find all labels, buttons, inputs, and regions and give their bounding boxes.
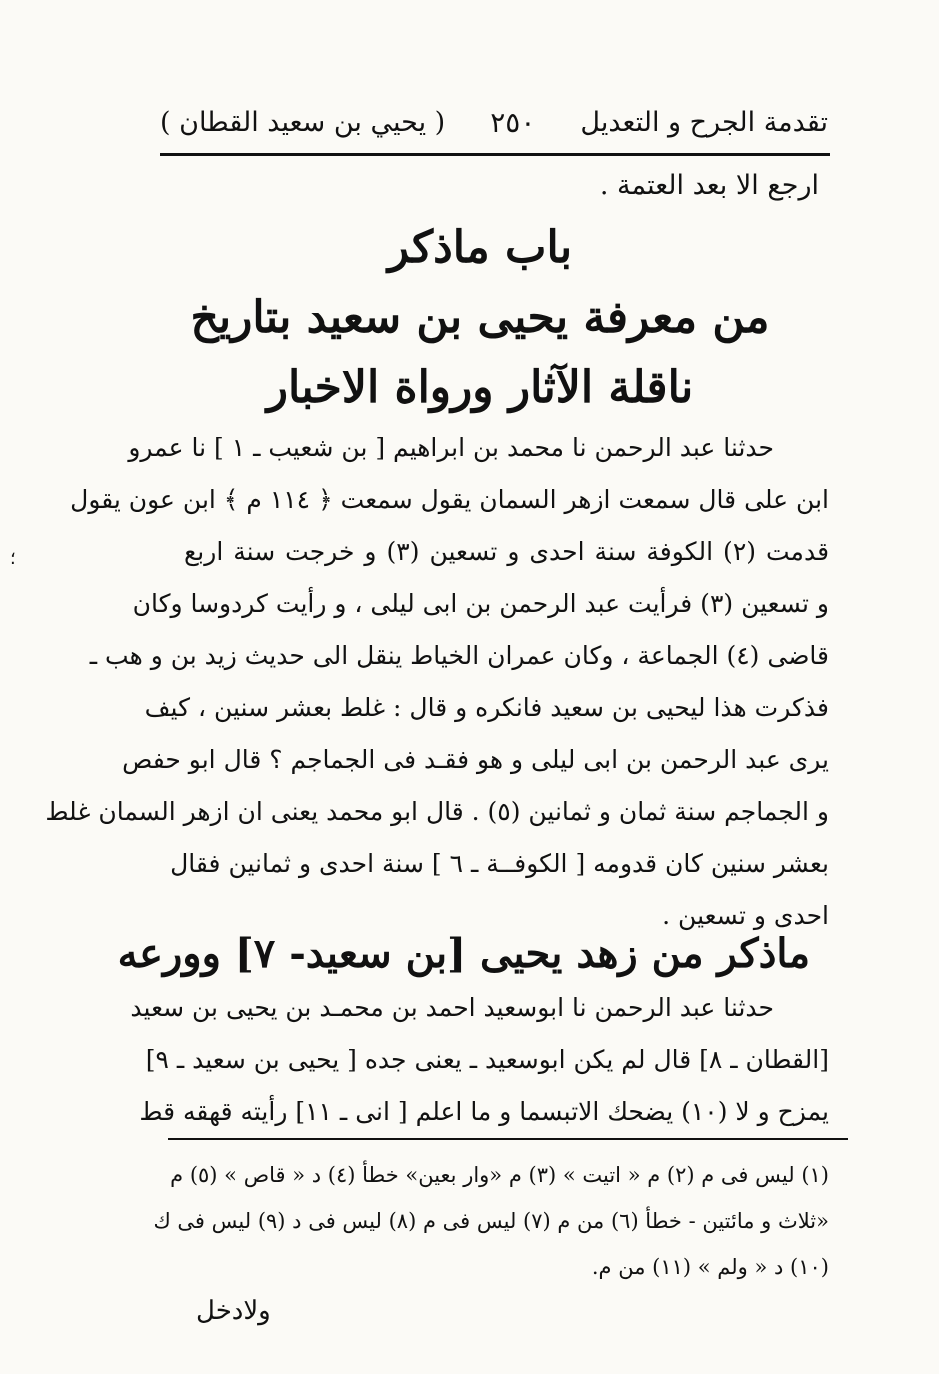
text-line: بعشر سنين كان قدومه [ الكوفــة ـ ٦ ] سنة احدى و ثمانين فقال	[170, 849, 829, 878]
text-line: فذكرت هذا ليحيى بن سعيد فانكره و قال : غلط بعشر سنين ، كيف	[144, 693, 829, 722]
text-line: و الجماجم سنة ثمان و ثمانين (٥) . قال ابو محمد يعنى ان ازهر السمان غلط	[45, 797, 829, 826]
text-line: حدثنا عبد الرحمن نا ابوسعيد احمد بن محمـد بن يحيى بن سعيد	[130, 993, 774, 1022]
running-header	[160, 100, 828, 144]
paragraph-2	[130, 982, 829, 1138]
header-rule	[160, 153, 830, 156]
text-line: قدمت (٢) الكوفة سنة احدى و تسعين (٣) و خرجت سنة اربع	[184, 537, 830, 566]
paragraph-1	[45, 422, 830, 942]
chapter-title-line-2: من معرفة يحيى بن سعيد بتاريخ	[190, 292, 770, 343]
text-line: حدثنا عبد الرحمن نا محمد بن ابراهيم [ بن شعيب ـ ١ ] نا عمرو	[128, 433, 774, 462]
section-subtitle: ماذكر من زهد يحيى [بن سعيد- ٧] وورعه	[117, 930, 810, 977]
text-line: يرى عبد الرحمن بن ابى ليلى و هو فقـد فى الجماجم ؟ قال ابو حفص	[122, 745, 829, 774]
text-line: [القطان ـ ٨] قال لم يكن ابوسعيد ـ يعنى جده [ يحيى بن سعيد ـ ٩]	[145, 1045, 829, 1074]
margin-mark: ؛	[10, 548, 16, 569]
footnotes	[153, 1152, 829, 1290]
text-line: احدى و تسعين .	[662, 901, 829, 930]
text-line: و تسعين (٣) فرأيت عبد الرحمن بن ابى ليلى ، و رأيت كردوسا وكان	[132, 589, 829, 618]
footnote-line: (١٠) د « ولم » (١١) من م.	[591, 1255, 829, 1279]
book-title: تقدمة الجرح و التعديل	[580, 106, 828, 138]
page-number: ٢٥٠	[490, 105, 536, 139]
text-line: قاضى (٤) الجماعة ، وكان عمران الخياط ينقل الى حديث زيد بن و هب ـ	[89, 641, 829, 670]
catchword: ولادخل	[196, 1296, 271, 1326]
chapter-title-line-3: ناقلة الآثار ورواة الاخبار	[266, 362, 694, 413]
section-title: ( يحيي بن سعيد القطان )	[160, 106, 446, 138]
footnote-line: «ثلاث و مائتين - خطأ (٦) من م (٧) ليس فى م (٨) ليس فى د (٩) ليس فى ك	[153, 1209, 829, 1233]
text-line: يمزح و لا (١٠) يضحك الاتبسما و ما اعلم [ انى ـ ١١] رأيته قهقه قط	[139, 1097, 829, 1126]
continuation-line: ارجع الا بعد العتمة .	[599, 170, 819, 201]
footnote-rule	[168, 1138, 848, 1140]
text-line: ابن على قال سمعت ازهر السمان يقول سمعت ﴿ ١١٤ م ﴾ ابن عون يقول	[70, 485, 829, 514]
footnote-line: (١) ليس فى م (٢) م « اتيت » (٣) م «وار بعين» خطأ (٤) د « قاص » (٥) م	[170, 1163, 829, 1187]
chapter-title-line-1: باب ماذكر	[387, 222, 573, 273]
